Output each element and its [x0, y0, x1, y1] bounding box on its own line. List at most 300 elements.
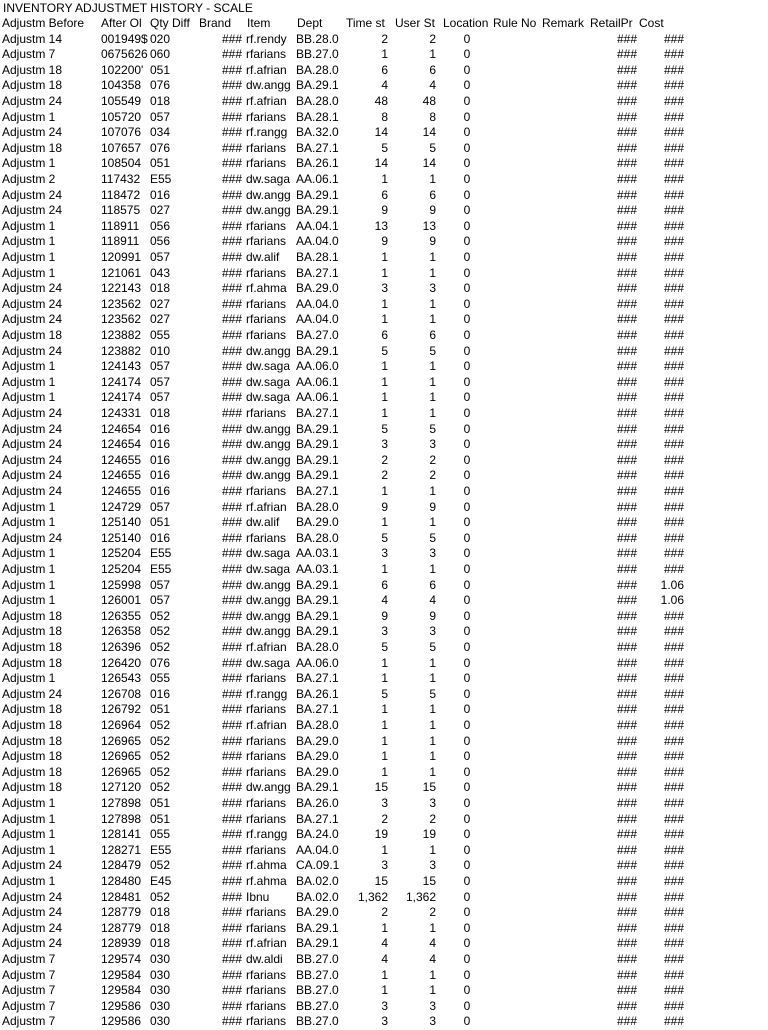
retail-price-cell: ###: [616, 484, 637, 498]
before-cell: 128779: [101, 920, 142, 935]
user-st-cell: 1: [429, 312, 436, 327]
brand-cell: rfarians: [246, 530, 287, 545]
after-cell: 055: [150, 671, 171, 686]
retail-price-cell: ###: [616, 749, 637, 764]
brand-cell: dw.angg: [246, 780, 291, 795]
before-cell: 118575: [101, 203, 141, 218]
user-st-cell: 3: [429, 796, 436, 810]
location-cell: 0: [463, 952, 471, 966]
time-st-cell: 1: [381, 47, 388, 62]
remark-cell: [541, 952, 589, 968]
retail-price-cell: ###: [616, 421, 637, 436]
after-cell: 010: [150, 343, 171, 358]
cost-cell: ###: [663, 889, 684, 904]
rule-no-cell: [492, 422, 540, 438]
qty-diff-cell: ###: [221, 686, 242, 701]
dept-cell: BB.27.0: [296, 1014, 339, 1029]
cost-cell: ###: [663, 655, 684, 670]
remark-cell: [541, 687, 589, 703]
before-cell: 124174: [101, 374, 142, 389]
before-cell: 124655: [101, 468, 142, 483]
rule-no-cell: [492, 375, 540, 391]
qty-diff-cell: ###: [221, 952, 242, 966]
time-st-cell: 1: [381, 484, 388, 498]
table-row: [0, 812, 768, 828]
remark-cell: [541, 344, 589, 360]
cost-cell: 1.06: [660, 593, 684, 608]
time-st-cell: 1: [381, 296, 388, 311]
user-st-cell: 8: [429, 109, 436, 124]
user-st-cell: 4: [429, 78, 436, 93]
before-cell: 124729: [101, 499, 142, 514]
table-row: [0, 125, 768, 141]
remark-cell: [541, 515, 589, 531]
qty-diff-cell: ###: [221, 47, 242, 62]
remark-cell: [541, 47, 589, 63]
brand-cell: rf.ahma: [246, 874, 287, 888]
remark-cell: [541, 484, 589, 500]
rule-no-cell: [492, 156, 540, 172]
before-cell: 123882: [101, 328, 142, 342]
user-st-cell: 4: [429, 593, 436, 608]
before-cell: 107076: [101, 125, 142, 140]
dept-cell: BA.27.1: [296, 484, 339, 498]
dept-cell: BB.27.0: [296, 47, 339, 62]
before-cell: 118911: [101, 218, 140, 233]
time-st-cell: 5: [381, 530, 388, 545]
remark-cell: [541, 936, 589, 952]
cost-cell: ###: [663, 406, 684, 420]
user-st-cell: 5: [429, 343, 436, 358]
retail-price-cell: ###: [616, 608, 637, 623]
user-st-cell: 1: [429, 749, 436, 764]
cost-cell: 1.06: [660, 577, 684, 592]
cost-cell: ###: [663, 764, 684, 779]
after-cell: 018: [150, 936, 171, 951]
user-st-cell: 5: [429, 140, 436, 155]
brand-cell: rf.ahma: [246, 281, 287, 296]
brand-cell: dw.angg: [246, 577, 291, 592]
dept-cell: BA.27.1: [296, 140, 339, 155]
table-row: [0, 765, 768, 781]
qty-diff-cell: ###: [221, 983, 242, 998]
rule-no-cell: [492, 640, 540, 656]
time-st-cell: 6: [381, 187, 388, 202]
cost-cell: ###: [663, 452, 684, 467]
after-cell: 055: [150, 328, 171, 342]
before-cell: 129584: [101, 967, 142, 982]
time-st-cell: 19: [374, 827, 388, 842]
before-cell: 118472: [101, 187, 141, 202]
adjustment-cell: Adjustm 7: [2, 952, 56, 966]
cost-cell: ###: [663, 218, 684, 233]
time-st-cell: 3: [381, 624, 388, 639]
user-st-cell: 1: [429, 983, 436, 998]
table-row: [0, 890, 768, 906]
brand-cell: rfarians: [246, 484, 287, 498]
cost-cell: ###: [663, 172, 684, 186]
before-cell: 124654: [101, 437, 142, 452]
retail-price-cell: ###: [616, 406, 637, 420]
brand-cell: rfarians: [246, 920, 287, 935]
location-cell: 0: [463, 811, 471, 826]
dept-cell: BA.29.1: [296, 780, 339, 795]
rule-no-cell: [492, 812, 540, 828]
qty-diff-cell: ###: [221, 484, 242, 498]
dept-cell: BA.29.1: [296, 920, 339, 935]
remark-cell: [541, 468, 589, 484]
retail-price-cell: ###: [616, 374, 637, 389]
location-cell: 0: [463, 780, 471, 795]
location-cell: 0: [463, 452, 471, 467]
qty-diff-cell: ###: [221, 640, 242, 654]
after-cell: 052: [150, 718, 171, 732]
time-st-cell: 3: [381, 1014, 388, 1029]
before-cell: 128141: [101, 827, 142, 842]
cost-cell: ###: [663, 1014, 684, 1029]
adjustment-cell: Adjustm 18: [2, 608, 63, 623]
location-cell: 0: [463, 764, 471, 779]
remark-cell: [541, 609, 589, 625]
dept-cell: BA.29.1: [296, 624, 339, 639]
user-st-cell: 9: [429, 234, 436, 249]
before-cell: 105720: [101, 109, 142, 124]
qty-diff-cell: ###: [221, 827, 242, 842]
adjustment-cell: Adjustm 1: [2, 562, 56, 576]
time-st-cell: 1: [381, 312, 388, 327]
dept-cell: AA.04.1: [296, 218, 339, 233]
qty-diff-cell: ###: [221, 967, 242, 982]
after-cell: 018: [150, 905, 171, 920]
adjustment-cell: Adjustm 18: [2, 140, 63, 155]
table-row: [0, 687, 768, 703]
location-cell: 0: [463, 577, 471, 592]
location-cell: 0: [463, 546, 471, 561]
brand-cell: rf.rangg: [246, 125, 288, 140]
before-cell: 123882: [101, 343, 142, 358]
dept-cell: BA.29.1: [296, 452, 339, 467]
remark-cell: [541, 125, 589, 141]
remark-cell: [541, 546, 589, 562]
dept-cell: AA.06.1: [296, 172, 339, 186]
table-row: [0, 562, 768, 578]
before-cell: 104358: [101, 78, 142, 93]
rule-no-cell: [492, 983, 540, 999]
dept-cell: BA.29.1: [296, 437, 339, 452]
table-row: [0, 141, 768, 157]
retail-price-cell: ###: [616, 31, 637, 46]
brand-cell: dw.saga: [246, 359, 291, 374]
location-cell: 0: [463, 858, 471, 873]
location-cell: 0: [463, 608, 471, 623]
before-cell: 126965: [101, 733, 142, 748]
after-cell: 057: [150, 577, 171, 592]
table-row: [0, 203, 768, 219]
after-cell: 016: [150, 187, 171, 202]
retail-price-cell: ###: [616, 780, 637, 795]
qty-diff-cell: ###: [221, 109, 242, 124]
adjustment-cell: Adjustm 18: [2, 78, 63, 93]
brand-cell: rfarians: [246, 671, 287, 686]
qty-diff-cell: ###: [221, 998, 242, 1013]
adjustment-cell: Adjustm 24: [2, 936, 63, 951]
adjustment-cell: Adjustm 24: [2, 187, 63, 202]
qty-diff-cell: ###: [221, 78, 242, 93]
user-st-cell: 1: [429, 515, 436, 530]
qty-diff-cell: ###: [221, 1014, 242, 1029]
brand-cell: rfarians: [246, 47, 287, 62]
remark-cell: [541, 734, 589, 750]
location-cell: 0: [463, 390, 471, 405]
cost-cell: ###: [663, 374, 684, 389]
time-st-cell: 3: [381, 858, 388, 873]
table-row: [0, 359, 768, 375]
cost-cell: ###: [663, 827, 684, 842]
retail-price-cell: ###: [616, 452, 637, 467]
rule-no-cell: [492, 734, 540, 750]
adjustment-cell: Adjustm 18: [2, 62, 63, 77]
time-st-cell: 14: [374, 125, 388, 140]
rule-no-cell: [492, 687, 540, 703]
time-st-cell: 3: [381, 546, 388, 561]
dept-cell: BA.27.1: [296, 406, 339, 420]
cost-cell: ###: [663, 47, 684, 62]
user-st-cell: 9: [429, 499, 436, 514]
before-cell: 107657: [101, 140, 142, 155]
rule-no-cell: [492, 63, 540, 79]
qty-diff-cell: ###: [221, 811, 242, 826]
dept-cell: AA.04.0: [296, 296, 339, 311]
rule-no-cell: [492, 344, 540, 360]
time-st-cell: 1: [381, 562, 388, 576]
after-cell: 030: [150, 1014, 171, 1029]
adjustment-cell: Adjustm 1: [2, 577, 56, 592]
cost-cell: ###: [663, 250, 684, 264]
user-st-cell: 1: [429, 967, 436, 982]
time-st-cell: 5: [381, 140, 388, 155]
dept-cell: BA.24.0: [296, 827, 339, 842]
brand-cell: rfarians: [246, 967, 287, 982]
before-cell: 122143: [101, 281, 142, 296]
location-cell: 0: [463, 125, 471, 140]
table-row: [0, 32, 768, 48]
before-cell: 108504: [101, 156, 142, 171]
table-row: [0, 640, 768, 656]
user-st-cell: 1: [429, 671, 436, 686]
after-cell: E55: [150, 172, 172, 186]
time-st-cell: 2: [381, 452, 388, 467]
brand-cell: rfarians: [246, 749, 287, 764]
user-st-cell: 3: [429, 281, 436, 296]
location-cell: 0: [463, 515, 471, 530]
brand-cell: rfarians: [246, 905, 287, 920]
after-cell: 076: [150, 655, 171, 670]
rule-no-cell: [492, 359, 540, 375]
before-cell: 0675626: [101, 47, 148, 62]
before-cell: 126355: [101, 608, 142, 623]
rule-no-cell: [492, 188, 540, 204]
header-cell: Remark: [542, 16, 585, 30]
cost-cell: ###: [663, 62, 684, 77]
rule-no-cell: [492, 624, 540, 640]
location-cell: 0: [463, 94, 471, 108]
qty-diff-cell: ###: [221, 608, 242, 623]
remark-cell: [541, 749, 589, 765]
retail-price-cell: ###: [616, 562, 637, 576]
brand-cell: dw.alif: [246, 250, 280, 264]
rule-no-cell: [492, 125, 540, 141]
remark-cell: [541, 172, 589, 188]
user-st-cell: 2: [429, 905, 436, 920]
qty-diff-cell: ###: [221, 702, 242, 717]
remark-cell: [541, 312, 589, 328]
adjustment-cell: Adjustm 18: [2, 780, 63, 795]
header-cell: Brand: [199, 16, 232, 30]
header-cell: Qty Diff: [150, 16, 190, 30]
cost-cell: ###: [663, 125, 684, 140]
remark-cell: [541, 578, 589, 594]
rule-no-cell: [492, 110, 540, 126]
before-cell: 118911: [101, 234, 140, 249]
cost-cell: ###: [663, 546, 684, 561]
brand-cell: dw.angg: [246, 203, 291, 218]
rule-no-cell: [492, 843, 540, 859]
rule-no-cell: [492, 578, 540, 594]
user-st-cell: 3: [429, 858, 436, 873]
dept-cell: BA.29.1: [296, 421, 339, 436]
cost-cell: ###: [663, 686, 684, 701]
brand-cell: rfarians: [246, 328, 287, 342]
time-st-cell: 1: [381, 374, 388, 389]
qty-diff-cell: ###: [221, 218, 242, 233]
brand-cell: rfarians: [246, 156, 287, 171]
table-row: [0, 999, 768, 1015]
dept-cell: BA.27.1: [296, 702, 339, 717]
cost-cell: ###: [663, 234, 684, 249]
adjustment-cell: Adjustm 1: [2, 874, 56, 888]
table-row: [0, 968, 768, 984]
qty-diff-cell: ###: [221, 172, 242, 186]
retail-price-cell: ###: [616, 640, 637, 654]
location-cell: 0: [463, 312, 471, 327]
rule-no-cell: [492, 141, 540, 157]
table-row: [0, 47, 768, 63]
brand-cell: dw.angg: [246, 593, 291, 608]
remark-cell: [541, 765, 589, 781]
user-st-cell: 4: [429, 936, 436, 951]
time-st-cell: 1: [381, 671, 388, 686]
after-cell: 057: [150, 593, 171, 608]
qty-diff-cell: ###: [221, 905, 242, 920]
table-row: [0, 344, 768, 360]
qty-diff-cell: ###: [221, 920, 242, 935]
location-cell: 0: [463, 187, 471, 202]
cost-cell: ###: [663, 749, 684, 764]
rule-no-cell: [492, 453, 540, 469]
retail-price-cell: ###: [616, 203, 637, 218]
after-cell: 057: [150, 109, 171, 124]
remark-cell: [541, 858, 589, 874]
location-cell: 0: [463, 47, 471, 62]
rule-no-cell: [492, 609, 540, 625]
adjustment-cell: Adjustm 24: [2, 437, 63, 452]
before-cell: 121061: [101, 265, 142, 280]
brand-cell: rf.afrian: [246, 62, 287, 77]
after-cell: 057: [150, 250, 171, 264]
user-st-cell: 14: [422, 125, 436, 140]
qty-diff-cell: ###: [221, 390, 242, 405]
remark-cell: [541, 203, 589, 219]
retail-price-cell: ###: [616, 655, 637, 670]
cost-cell: ###: [663, 265, 684, 280]
brand-cell: rfarians: [246, 140, 287, 155]
time-st-cell: 4: [381, 936, 388, 951]
location-cell: 0: [463, 530, 471, 545]
time-st-cell: 6: [381, 62, 388, 77]
table-row: [0, 921, 768, 937]
dept-cell: AA.03.1: [296, 562, 339, 576]
dept-cell: BA.29.1: [296, 577, 339, 592]
adjustment-cell: Adjustm 24: [2, 203, 63, 218]
after-cell: 016: [150, 530, 171, 545]
rule-no-cell: [492, 32, 540, 48]
remark-cell: [541, 110, 589, 126]
dept-cell: BA.29.0: [296, 749, 339, 764]
cost-cell: ###: [663, 390, 684, 405]
user-st-cell: 6: [429, 328, 436, 342]
after-cell: 057: [150, 359, 171, 374]
remark-cell: [541, 63, 589, 79]
retail-price-cell: ###: [616, 265, 637, 280]
dept-cell: BA.27.1: [296, 671, 339, 686]
after-cell: 060: [150, 47, 171, 62]
remark-cell: [541, 780, 589, 796]
brand-cell: rfarians: [246, 764, 287, 779]
remark-cell: [541, 141, 589, 157]
after-cell: 052: [150, 640, 171, 654]
user-st-cell: 3: [429, 1014, 436, 1029]
adjustment-cell: Adjustm 1: [2, 109, 56, 124]
table-row: [0, 500, 768, 516]
dept-cell: BA.29.1: [296, 468, 339, 483]
adjustment-cell: Adjustm 1: [2, 390, 56, 405]
cost-cell: ###: [663, 780, 684, 795]
remark-cell: [541, 983, 589, 999]
after-cell: 018: [150, 281, 171, 296]
retail-price-cell: ###: [616, 250, 637, 264]
location-cell: 0: [463, 218, 471, 233]
before-cell: 125998: [101, 577, 142, 592]
remark-cell: [541, 188, 589, 204]
time-st-cell: 1: [381, 390, 388, 405]
after-cell: 051: [150, 796, 171, 810]
rule-no-cell: [492, 749, 540, 765]
dept-cell: BA.27.0: [296, 328, 339, 342]
before-cell: 124331: [101, 406, 142, 420]
dept-cell: BA.29.1: [296, 203, 339, 218]
user-st-cell: 1: [429, 920, 436, 935]
table-row: [0, 796, 768, 812]
retail-price-cell: ###: [616, 343, 637, 358]
table-row: [0, 983, 768, 999]
qty-diff-cell: ###: [221, 624, 242, 639]
user-st-cell: 2: [429, 811, 436, 826]
retail-price-cell: ###: [616, 811, 637, 826]
adjustment-cell: Adjustm 1: [2, 842, 56, 857]
user-st-cell: 1: [429, 359, 436, 374]
time-st-cell: 2: [381, 468, 388, 483]
dept-cell: BA.28.1: [296, 250, 339, 264]
